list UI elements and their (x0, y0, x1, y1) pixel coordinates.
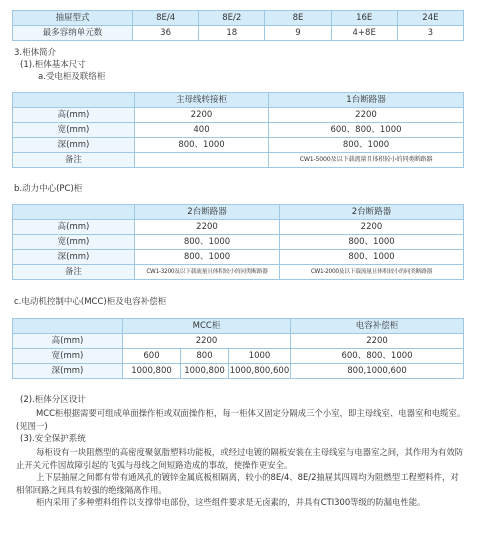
table-caption: a.受电柜及联络柜 (38, 72, 106, 82)
table-cell (135, 153, 269, 168)
table-header-row (13, 319, 464, 334)
table-cell: 1000,800 (123, 364, 181, 379)
table-caption: b.动力中心(PC)柜 (14, 184, 83, 194)
table-cell: 1000 (229, 349, 291, 364)
paragraph (16, 407, 466, 432)
table-cell: 400 (135, 123, 269, 138)
paragraph-text: 上下层抽屉之间都有带有通风孔的镀锌金属底板相隔离，较小的8E/4、8E/2抽屉其四周均为阻燃型工程塑料件，对相邻回路之间具有较强的绝缘隔离作用。 (16, 472, 459, 495)
table-cell: 2200 (135, 108, 269, 123)
table-cell: 800、1000 (135, 235, 280, 250)
table-cell: 9 (265, 26, 331, 41)
header-cell (13, 319, 123, 334)
row-label: 深(mm) (13, 138, 135, 153)
table-cell: 2200 (135, 220, 280, 235)
header-cell: 主母线转接柜 (135, 93, 269, 108)
table-cell: 800,1000,600 (291, 364, 464, 379)
table-cell: 600、800、1000 (291, 349, 464, 364)
header-cell: 2台断路器 (280, 205, 464, 220)
table-cell: 36 (133, 26, 199, 41)
table-cell: 800、1000 (135, 250, 280, 265)
table-cell: 800、1000 (280, 235, 464, 250)
table-caption: c.电动机控制中心(MCC)柜及电容补偿柜 (14, 297, 167, 307)
row-label: 备注 (13, 153, 135, 168)
table-cell: CW1-3200及以下载流量且体积较小的同类断路器 (135, 265, 280, 280)
table-row (13, 138, 464, 153)
table-cell: 2200 (269, 108, 464, 123)
header-cell (13, 205, 135, 220)
section-heading: 3.柜体简介 (14, 48, 57, 58)
table-cell: 2200 (280, 220, 464, 235)
header-cell (13, 93, 135, 108)
table-header-row (13, 205, 464, 220)
header-cell: 2台断路器 (135, 205, 280, 220)
header-cell: 抽屉型式 (13, 11, 133, 26)
row-label: 备注 (13, 265, 135, 280)
subsection-heading: (2).柜体分区设计 (20, 395, 86, 405)
row-label: 宽(mm) (13, 235, 135, 250)
power-center-cabinet-table (12, 204, 464, 280)
table-cell: 600 (123, 349, 181, 364)
header-cell: 8E/4 (133, 11, 199, 26)
paragraph-text: 每柜设有一块阻燃型的高密度聚氨脂塑料功能板，或经过电镀的隔板安装在主母线室与电器室之间，其作用为有效防止开关元件因故障引起的飞弧与母线之间短路造成的事故，使操作更安全。 (16, 447, 464, 470)
table-row (13, 364, 464, 379)
table-row (13, 153, 464, 168)
row-label: 最多容纳单元数 (13, 26, 133, 41)
table-cell: 800 (181, 349, 229, 364)
row-label: 高(mm) (13, 334, 123, 349)
header-cell: 1台断路器 (269, 93, 464, 108)
table-cell: 800、1000 (135, 138, 269, 153)
paragraph-text: MCC柜根据需要可组成单面操作柜或双面操作柜，每一柜体又固定分隔成三个小室，即主母线室、电器室和电缆室。(见图一) (16, 408, 466, 431)
header-cell: 16E (331, 11, 397, 26)
table-cell: CW1-2000及以下载流量且体积较小的同类断路器 (280, 265, 464, 280)
table-row (13, 349, 464, 364)
table-row (13, 123, 464, 138)
table-cell: 2200 (123, 334, 291, 349)
row-label: 深(mm) (13, 250, 135, 265)
paragraph-text: 柜内采用了多种塑料组件以支撑带电部份，这些组件要求是无卤素的，并具有CTI300等级的防漏电性能。 (36, 497, 426, 507)
table-header-row (13, 93, 464, 108)
table-cell: 600、800、1000 (269, 123, 464, 138)
row-label: 深(mm) (13, 364, 123, 379)
table-row (13, 26, 464, 41)
mcc-capacitor-cabinet-table (12, 318, 464, 379)
subsection-heading: (3).安全保护系统 (20, 434, 86, 444)
header-cell: 24E (397, 11, 463, 26)
table-cell: 18 (199, 26, 265, 41)
row-label: 宽(mm) (13, 349, 123, 364)
table-cell: 3 (397, 26, 463, 41)
row-label: 高(mm) (13, 108, 135, 123)
table-row (13, 235, 464, 250)
table-row (13, 250, 464, 265)
header-cell: 8E (265, 11, 331, 26)
subsection-heading: (1).柜体基本尺寸 (20, 60, 86, 70)
table-row (13, 265, 464, 280)
table-cell: 800、1000 (269, 138, 464, 153)
table-row (13, 220, 464, 235)
header-cell: 8E/2 (199, 11, 265, 26)
table-cell: 2200 (291, 334, 464, 349)
paragraph (16, 446, 466, 509)
table-cell: 1000,800 (181, 364, 229, 379)
table-cell: 800、1000 (280, 250, 464, 265)
header-cell: 电容补偿柜 (291, 319, 464, 334)
table-cell: CW1-5000及以下载流量且体积较小的同类断路器 (269, 153, 464, 168)
header-cell: MCC柜 (123, 319, 291, 334)
table-cell: 4+8E (331, 26, 397, 41)
drawer-capacity-table (12, 10, 464, 41)
table-cell: 1000,800,600 (229, 364, 291, 379)
row-label: 高(mm) (13, 220, 135, 235)
table-row (13, 334, 464, 349)
incoming-tie-cabinet-table (12, 92, 464, 168)
row-label: 宽(mm) (13, 123, 135, 138)
table-header-row (13, 11, 464, 26)
table-row (13, 108, 464, 123)
